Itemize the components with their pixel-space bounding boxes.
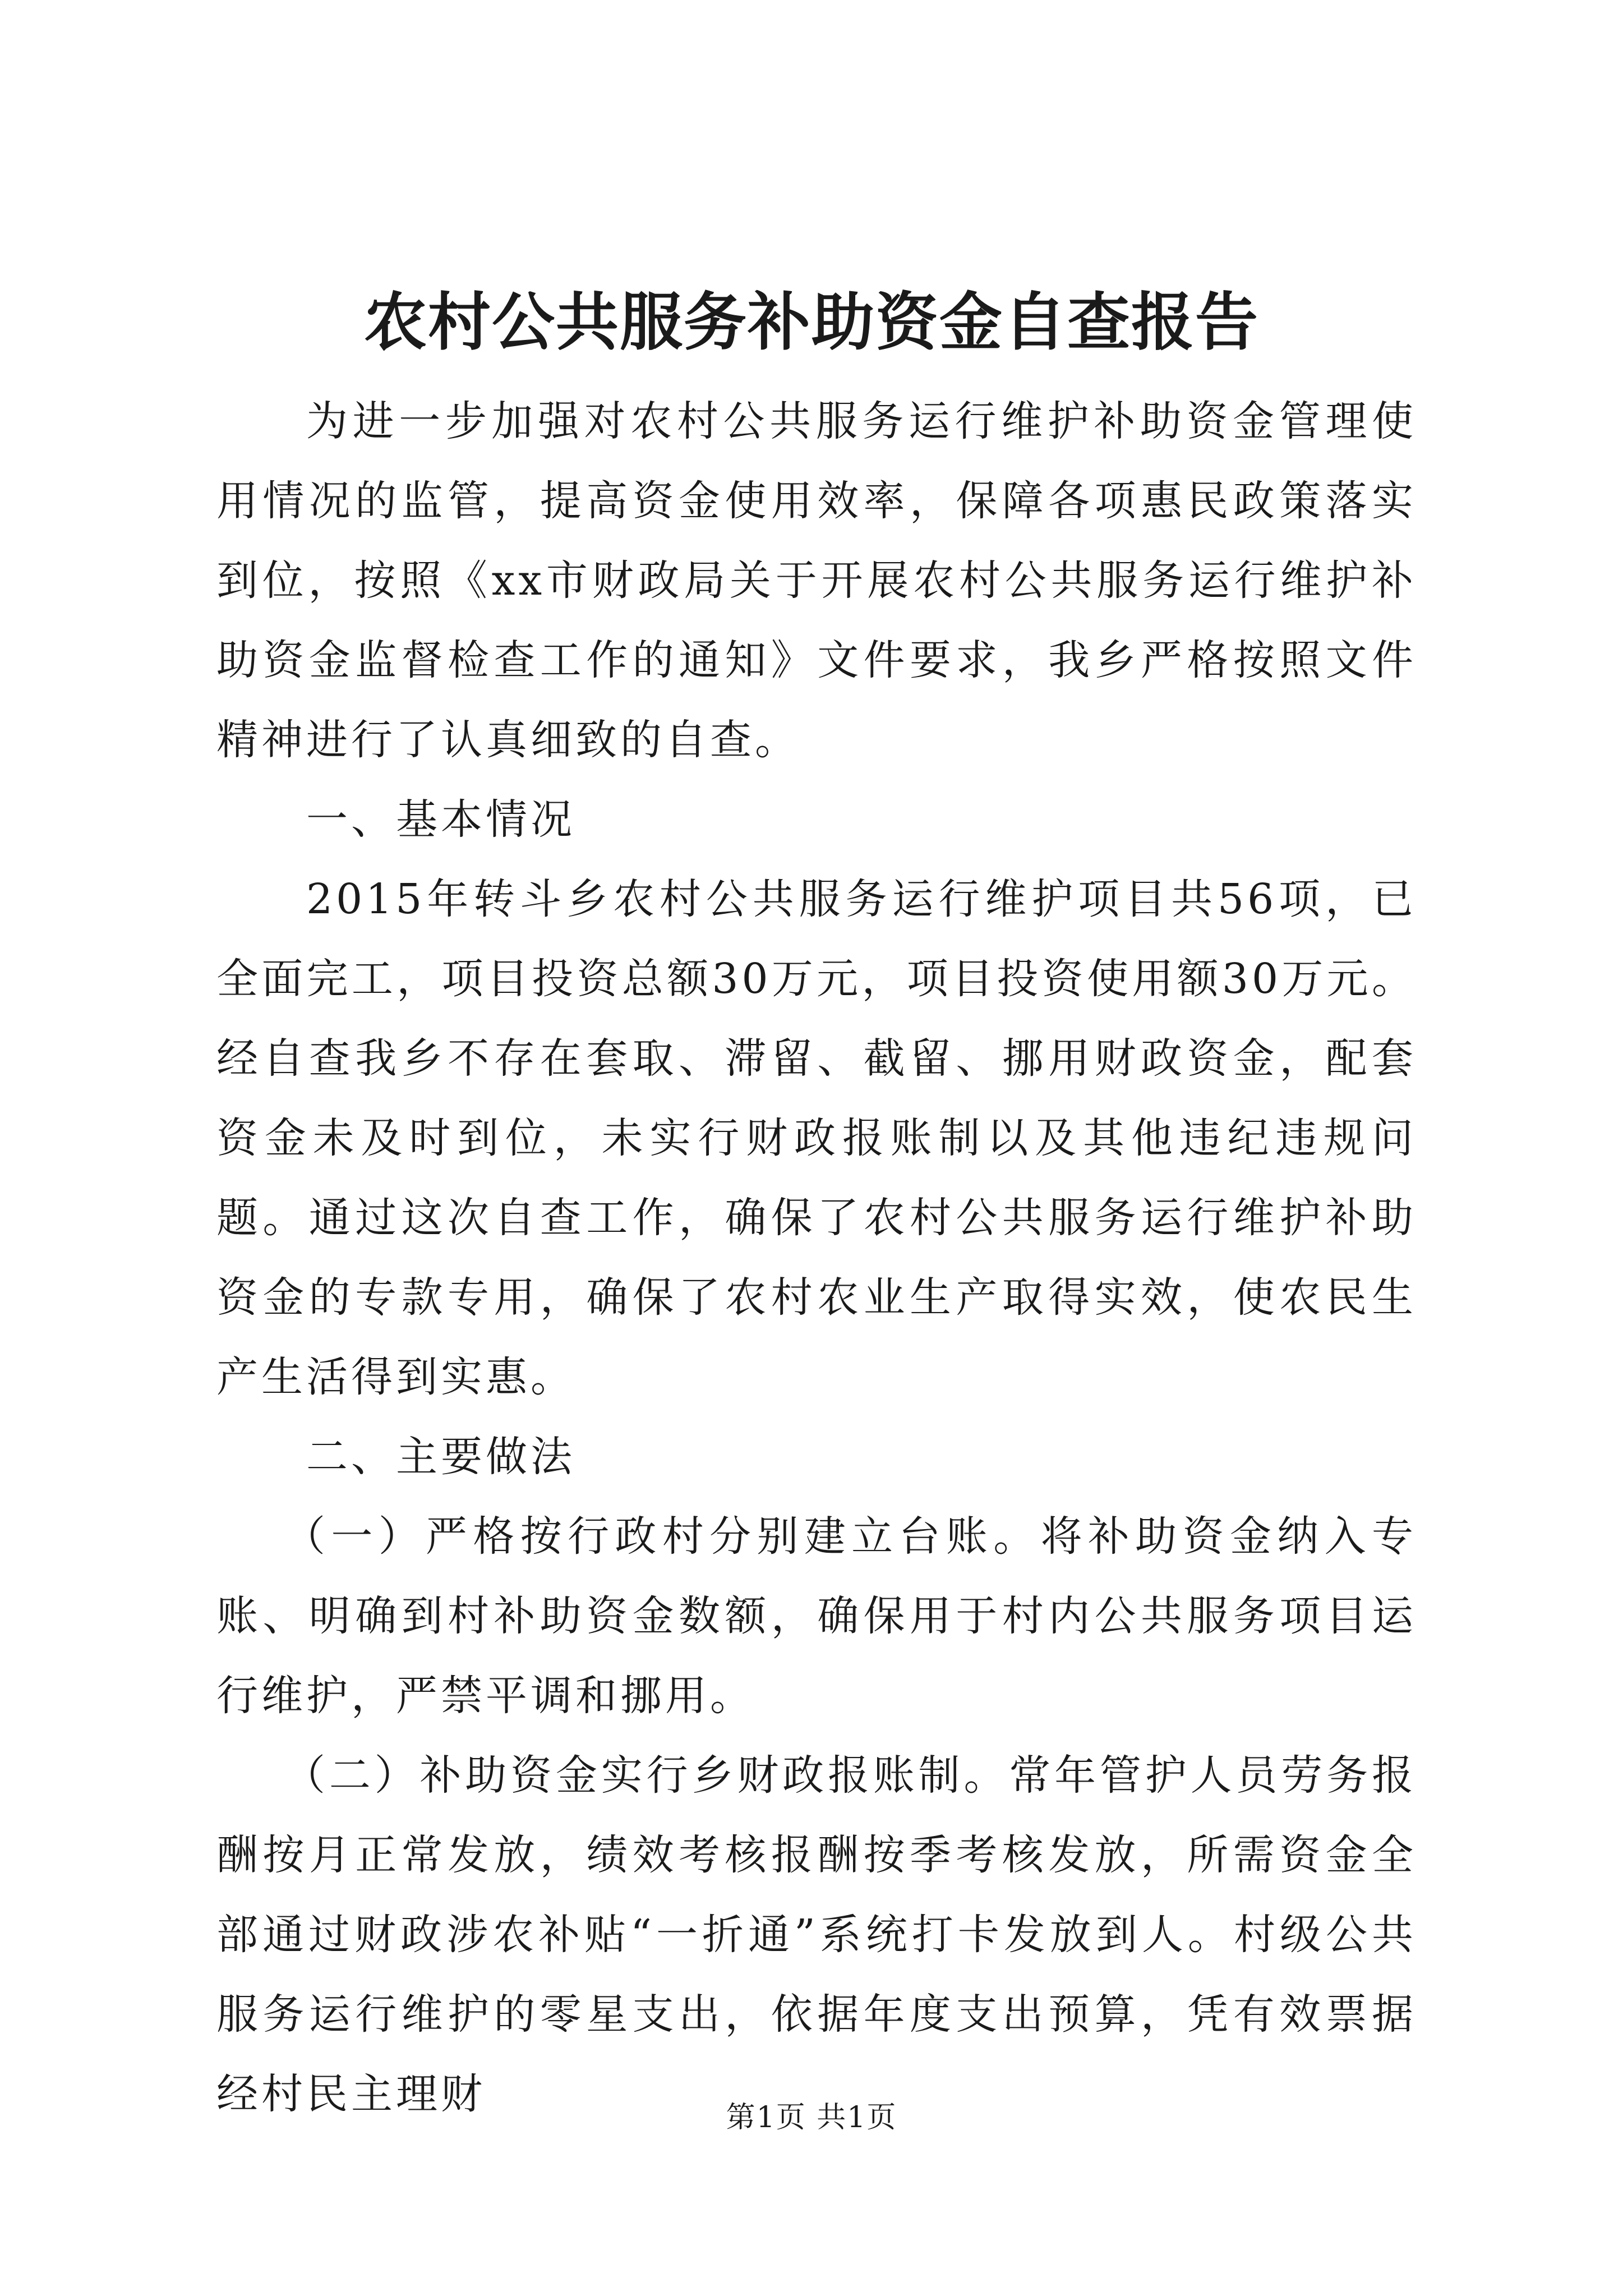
intro-paragraph: 为进一步加强对农村公共服务运行维护补助资金管理使用情况的监管，提高资金使用效率，保障各项惠民政策落实到位，按照《xx市财政局关于开展农村公共服务运行维护补助资金监督检查工作的通知》文件要求，我乡严格按照文件精神进行了认真细致的自查。	[216, 397, 1417, 764]
document-title: 农村公共服务补助资金自查报告	[364, 286, 1259, 359]
method-two-paragraph: （二）补助资金实行乡财政报账制。常年管护人员劳务报酬按月正常发放，绩效考核报酬按季考核发放，所需资金全部通过财政涉农补贴“一折通”系统打卡发放到人。村级公共服务运行维护的零星支出，依据年度支出预算，凭有效票据经村民主理财	[216, 1751, 1417, 2118]
section-heading-basic: 一、基本情况	[306, 795, 575, 844]
document-body	[216, 381, 1417, 2134]
method-one-paragraph: （一）严格按行政村分别建立台账。将补助资金纳入专账、明确到村补助资金数额，确保用于村内公共服务项目运行维护，严禁平调和挪用。	[216, 1512, 1417, 1720]
basic-situation-paragraph: 2015年转斗乡农村公共服务运行维护项目共56项，已全面完工，项目投资总额30万元，项目投资使用额30万元。经自查我乡不存在套取、滞留、截留、挪用财政资金，配套资金未及时到位，未实行财政报账制以及其他违纪违规问题。通过这次自查工作，确保了农村公共服务运行维护补助资金的专款专用，确保了农村农业生产取得实效，使农民生产生活得到实惠。	[216, 875, 1417, 1401]
page-number-footer: 第1页 共1页	[726, 2101, 897, 2134]
section-heading-methods: 二、主要做法	[306, 1433, 575, 1481]
